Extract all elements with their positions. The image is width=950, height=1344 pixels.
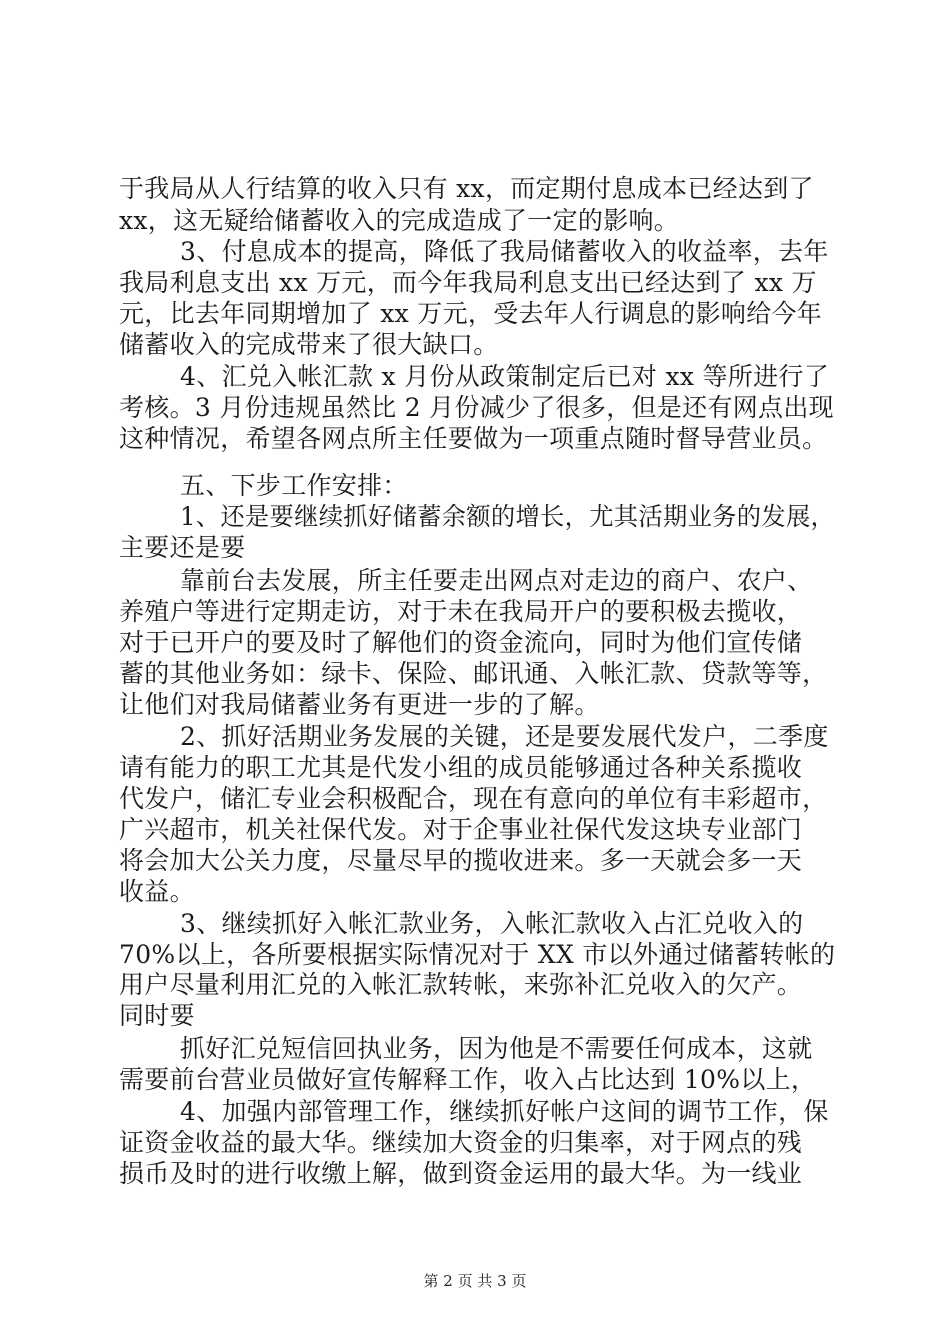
page-footer: 第 2 页 共 3 页 (423, 1272, 527, 1290)
text-line: 于我局从人行结算的收入只有 xx，而定期付息成本已经达到了 (119, 174, 814, 203)
text-line: 用户尽量利用汇兑的入帐汇款转帐，来弥补汇兑收入的欠产。 (119, 970, 803, 999)
text-line: 4、汇兑入帐汇款 x 月份从政策制定后已对 xx 等所进行了 (180, 362, 829, 391)
section-heading: 五、下步工作安排： (180, 471, 408, 500)
text-line: 3、继续抓好入帐汇款业务，入帐汇款收入占汇兑收入的 (180, 909, 804, 938)
text-line: 2、抓好活期业务发展的关键，还是要发展代发户，二季度 (180, 722, 829, 751)
text-line: 4、加强内部管理工作，继续抓好帐户这间的调节工作，保 (180, 1097, 829, 1126)
text-line: 代发户，储汇专业会积极配合，现在有意向的单位有丰彩超市， (119, 784, 828, 813)
text-line: 广兴超市，机关社保代发。对于企事业社保代发这块专业部门 (119, 815, 803, 844)
text-line: 主要还是要 (119, 533, 246, 562)
text-line: 这种情况，希望各网点所主任要做为一项重点随时督导营业员。 (119, 424, 828, 453)
text-line: 蓄的其他业务如：绿卡、保险、邮讯通、入帐汇款、贷款等等， (119, 659, 828, 688)
text-line: 3、付息成本的提高，降低了我局储蓄收入的收益率，去年 (180, 237, 829, 266)
text-line: 证资金收益的最大华。继续加大资金的归集率，对于网点的残 (119, 1128, 803, 1157)
text-line: 我局利息支出 xx 万元，而今年我局利息支出已经达到了 xx 万 (119, 268, 817, 297)
text-line: 对于已开户的要及时了解他们的资金流向，同时为他们宣传储 (119, 628, 803, 657)
text-line: 70%以上，各所要根据实际情况对于 XX 市以外通过储蓄转帐的 (119, 940, 836, 969)
text-line: 收益。 (119, 877, 195, 906)
text-line: 储蓄收入的完成带来了很大缺口。 (119, 330, 499, 359)
text-line: 请有能力的职工尤其是代发小组的成员能够通过各种关系揽收 (119, 753, 803, 782)
text-line: 需要前台营业员做好宣传解释工作，收入占比达到 10%以上， (119, 1065, 817, 1094)
text-line: xx，这无疑给储蓄收入的完成造成了一定的影响。 (119, 206, 680, 235)
text-line: 损币及时的进行收缴上解，做到资金运用的最大华。为一线业 (119, 1159, 803, 1188)
text-line: 让他们对我局储蓄业务有更进一步的了解。 (119, 690, 600, 719)
text-line: 元，比去年同期增加了 xx 万元，受去年人行调息的影响给今年 (119, 299, 823, 328)
text-line: 养殖户等进行定期走访，对于未在我局开户的要积极去揽收， (119, 597, 803, 626)
text-line: 靠前台去发展，所主任要走出网点对走边的商户、农户、 (180, 566, 813, 595)
text-line: 1、还是要继续抓好储蓄余额的增长，尤其活期业务的发展， (180, 502, 836, 531)
text-line: 抓好汇兑短信回执业务，因为他是不需要任何成本，这就 (180, 1034, 813, 1063)
text-line: 同时要 (119, 1001, 195, 1030)
text-line: 考核。3 月份违规虽然比 2 月份减少了很多，但是还有网点出现 (119, 393, 834, 422)
text-line: 将会加大公关力度，尽量尽早的揽收进来。多一天就会多一天 (119, 846, 803, 875)
